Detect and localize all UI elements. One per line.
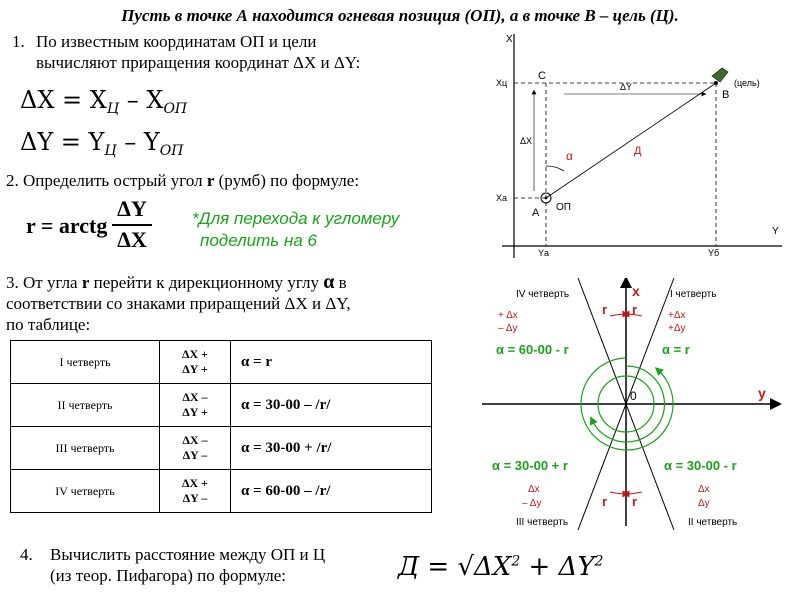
dx-sign: ΔX + <box>181 476 209 490</box>
point-c-label: С <box>538 70 546 82</box>
formula-dy <box>20 128 183 159</box>
point-b-dot <box>714 81 718 85</box>
q2-label: II четверть <box>688 517 738 528</box>
zero-label: 0 <box>630 389 637 403</box>
xc-label: Xц <box>496 78 508 88</box>
formula-dx <box>20 86 187 117</box>
axis-x-label: X <box>506 34 513 45</box>
formula-r-left: r = arctg <box>26 213 108 238</box>
point-b-label: В <box>722 89 730 101</box>
quarter-diagram <box>476 278 792 530</box>
dy-sign: ΔY + <box>182 362 208 376</box>
q1-label: I четверть <box>670 289 717 300</box>
d-label: Д <box>634 145 642 157</box>
quarter-cell: IV четверть <box>11 470 160 513</box>
formula-d-mid: + ΔY <box>520 552 595 582</box>
formula-r <box>26 196 186 254</box>
axis-y-label: Y <box>772 226 779 237</box>
r-label: r <box>602 494 608 509</box>
signs-cell <box>160 470 231 513</box>
fraction-line <box>112 224 152 226</box>
step3-line3: по таблице: <box>6 315 91 334</box>
step2-after: (румб) по формуле: <box>214 171 360 190</box>
dy-sign: ΔY – <box>182 448 208 462</box>
step3-mid: перейти к дирекционному углу <box>89 273 324 292</box>
q4-sign-dy: – Δy <box>498 323 518 334</box>
formula-dy-left: ΔY = Y <box>20 128 105 156</box>
quarter-cell: III четверть <box>11 427 160 470</box>
step3-alpha: α <box>323 271 335 293</box>
q2-formula: α = 30-00 - r <box>664 458 737 473</box>
q4-sign-dx: + Δx <box>498 310 518 321</box>
formula-r-num: ΔY <box>117 196 147 221</box>
alpha-cell: α = r <box>231 341 432 384</box>
step3-after: в <box>334 273 347 292</box>
q3-sign-dy: – Δy <box>522 498 542 509</box>
y-label: y <box>758 385 766 401</box>
alpha-cell: α = 60-00 – /r/ <box>231 470 432 513</box>
table-row <box>11 427 432 470</box>
alpha-cell: α = 30-00 – /r/ <box>231 384 432 427</box>
r-arc-1 <box>610 314 626 316</box>
quarter-table <box>10 340 432 513</box>
dy-sign: ΔY + <box>182 405 208 419</box>
note <box>192 208 472 252</box>
alpha-cell: α = 30-00 + /r/ <box>231 427 432 470</box>
q2-sign-dx: Δx <box>698 484 710 495</box>
formula-dy-sub2: ОП <box>159 143 184 159</box>
step3-bold: r <box>81 273 90 292</box>
r-arc-3 <box>610 492 626 494</box>
q4-label: IV четверть <box>516 289 570 300</box>
alpha-arc <box>546 166 564 171</box>
coordinate-diagram <box>494 26 790 264</box>
r-label: r <box>632 494 638 509</box>
quarter-cell: I четверть <box>11 341 160 384</box>
table-row <box>11 341 432 384</box>
alpha-label: α <box>566 149 573 163</box>
page-title: Пусть в точке А находится огневая позиция (ОП), а в точке В – цель (Ц). <box>121 6 679 25</box>
x-label: x <box>632 283 640 299</box>
q4-formula: α = 60-00 - r <box>496 342 569 357</box>
q3-formula: α = 30-00 + r <box>492 458 568 473</box>
op-label: ОП <box>556 202 571 213</box>
q2-sign-dy: Δy <box>698 498 710 509</box>
step4-line1: Вычислить расстояние между ОП и Ц <box>50 545 326 564</box>
formula-r-den: ΔX <box>117 227 147 252</box>
q3-sign-dx: Δx <box>528 484 540 495</box>
formula-d-sup2: 2 <box>594 553 604 570</box>
signs-cell <box>160 384 231 427</box>
q3-label: III четверть <box>516 517 569 528</box>
signs-cell <box>160 341 231 384</box>
q1-formula: α = r <box>662 342 690 357</box>
step2-text <box>6 170 486 191</box>
yb-label: Yб <box>708 248 720 258</box>
formula-dx-sub2: ОП <box>163 101 188 117</box>
q1-sign-dy: +Δy <box>668 323 686 334</box>
step4-line2: (из теор. Пифагора) по формуле: <box>50 566 287 585</box>
step1-number: 1. <box>12 32 25 51</box>
table-row <box>11 470 432 513</box>
step3-text <box>6 272 446 335</box>
target-label: (цель) <box>734 78 760 88</box>
step4-number: 4. <box>20 545 33 564</box>
table-row <box>11 384 432 427</box>
note-line2: поделить на 6 <box>200 231 317 250</box>
q1-sign-dx: +Δx <box>668 310 686 321</box>
dx-sign: ΔX + <box>181 347 209 361</box>
formula-d <box>398 552 603 582</box>
dx-sign: ΔX – <box>182 433 208 447</box>
dy-label: ΔY <box>620 82 633 92</box>
step1-line1: По известным координатам ОП и цели <box>36 32 317 51</box>
step1-text <box>36 31 456 73</box>
xa-label: Xа <box>496 193 508 203</box>
step2-bold: r <box>206 171 215 190</box>
point-a-label: А <box>532 207 540 219</box>
formula-dx-left: ΔX = X <box>20 86 107 114</box>
target-icon <box>712 68 728 82</box>
step4-text <box>50 544 390 586</box>
dx-sign: ΔX – <box>182 390 208 404</box>
r-label: r <box>602 302 608 317</box>
formula-d-sup1: 2 <box>511 553 521 570</box>
note-line1: *Для перехода к угломеру <box>192 209 400 228</box>
point-a-dot <box>545 197 548 200</box>
dy-sign: ΔY – <box>182 491 208 505</box>
step3-line2: соответствии со знаками приращений ΔX и ΔY, <box>6 294 351 313</box>
r-label: r <box>632 302 638 317</box>
step1-line2: вычисляют приращения координат ΔX и ΔY: <box>36 53 361 72</box>
step3-before: 3. От угла <box>6 273 82 292</box>
formula-dx-sub1: Ц <box>106 101 120 117</box>
formula-dy-mid: – Y <box>116 128 160 156</box>
formula-dx-mid: – X <box>119 86 164 114</box>
quarter-cell: II четверть <box>11 384 160 427</box>
step2-before: 2. Определить острый угол <box>6 171 207 190</box>
ab-line <box>546 83 716 198</box>
formula-d-left: Д = √ΔX <box>398 552 512 582</box>
ya-label: Yа <box>538 248 550 258</box>
signs-cell <box>160 427 231 470</box>
dx-label: ΔX <box>520 136 533 146</box>
formula-dy-sub1: Ц <box>104 143 117 159</box>
